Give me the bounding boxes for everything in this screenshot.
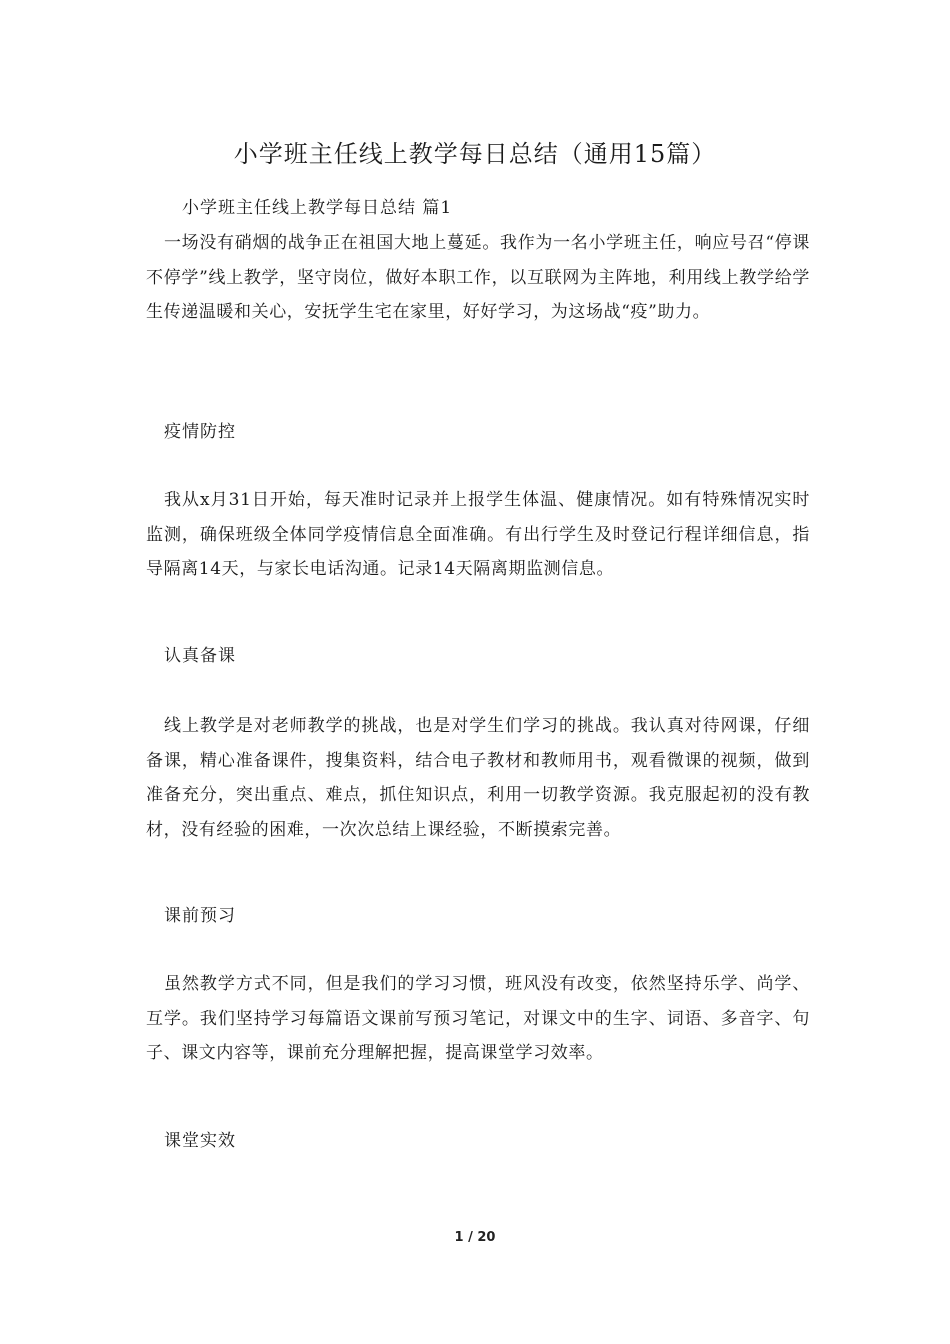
intro-paragraph: 一场没有硝烟的战争正在祖国大地上蔓延。我作为一名小学班主任，响应号召“停课不停学”线上教学，坚守岗位，做好本职工作，以互联网为主阵地，利用线上教学给学生传递温暖和关心，安抚学生宅在家里，好好学习，为这场战“疫”助力。 [146,233,810,322]
document-subtitle: 小学班主任线上教学每日总结 篇1 [182,198,453,218]
section-heading-epidemic-control: 疫情防控 [164,422,236,442]
section-body-lesson-prep: 线上教学是对老师教学的挑战，也是对学生们学习的挑战。我认真对待网课，仔细备课，精心准备课件，搜集资料，结合电子教材和教师用书，观看微课的视频，做到准备充分，突出重点、难点，抓住知识点，利用一切教学资源。我克服起初的没有教材，没有经验的困难，一次次总结上课经验，不断摸索完善。 [146,716,810,840]
section-body-epidemic-control: 我从x月31日开始，每天准时记录并上报学生体温、健康情况。如有特殊情况实时监测，确保班级全体同学疫情信息全面准确。有出行学生及时登记行程详细信息，指导隔离14天，与家长电话沟通。记录14天隔离期监测信息。 [146,490,810,579]
page-number: 1 / 20 [454,1230,496,1245]
document-title: 小学班主任线上教学每日总结（通用15篇） [233,140,717,168]
section-heading-classroom-effect: 课堂实效 [164,1131,236,1151]
section-heading-lesson-prep: 认真备课 [164,646,236,666]
section-body-preview: 虽然教学方式不同，但是我们的学习习惯，班风没有改变，依然坚持乐学、尚学、互学。我们坚持学习每篇语文课前写预习笔记，对课文中的生字、词语、多音字、句子、课文内容等，课前充分理解把握，提高课堂学习效率。 [146,974,810,1063]
section-heading-preview: 课前预习 [164,906,236,926]
